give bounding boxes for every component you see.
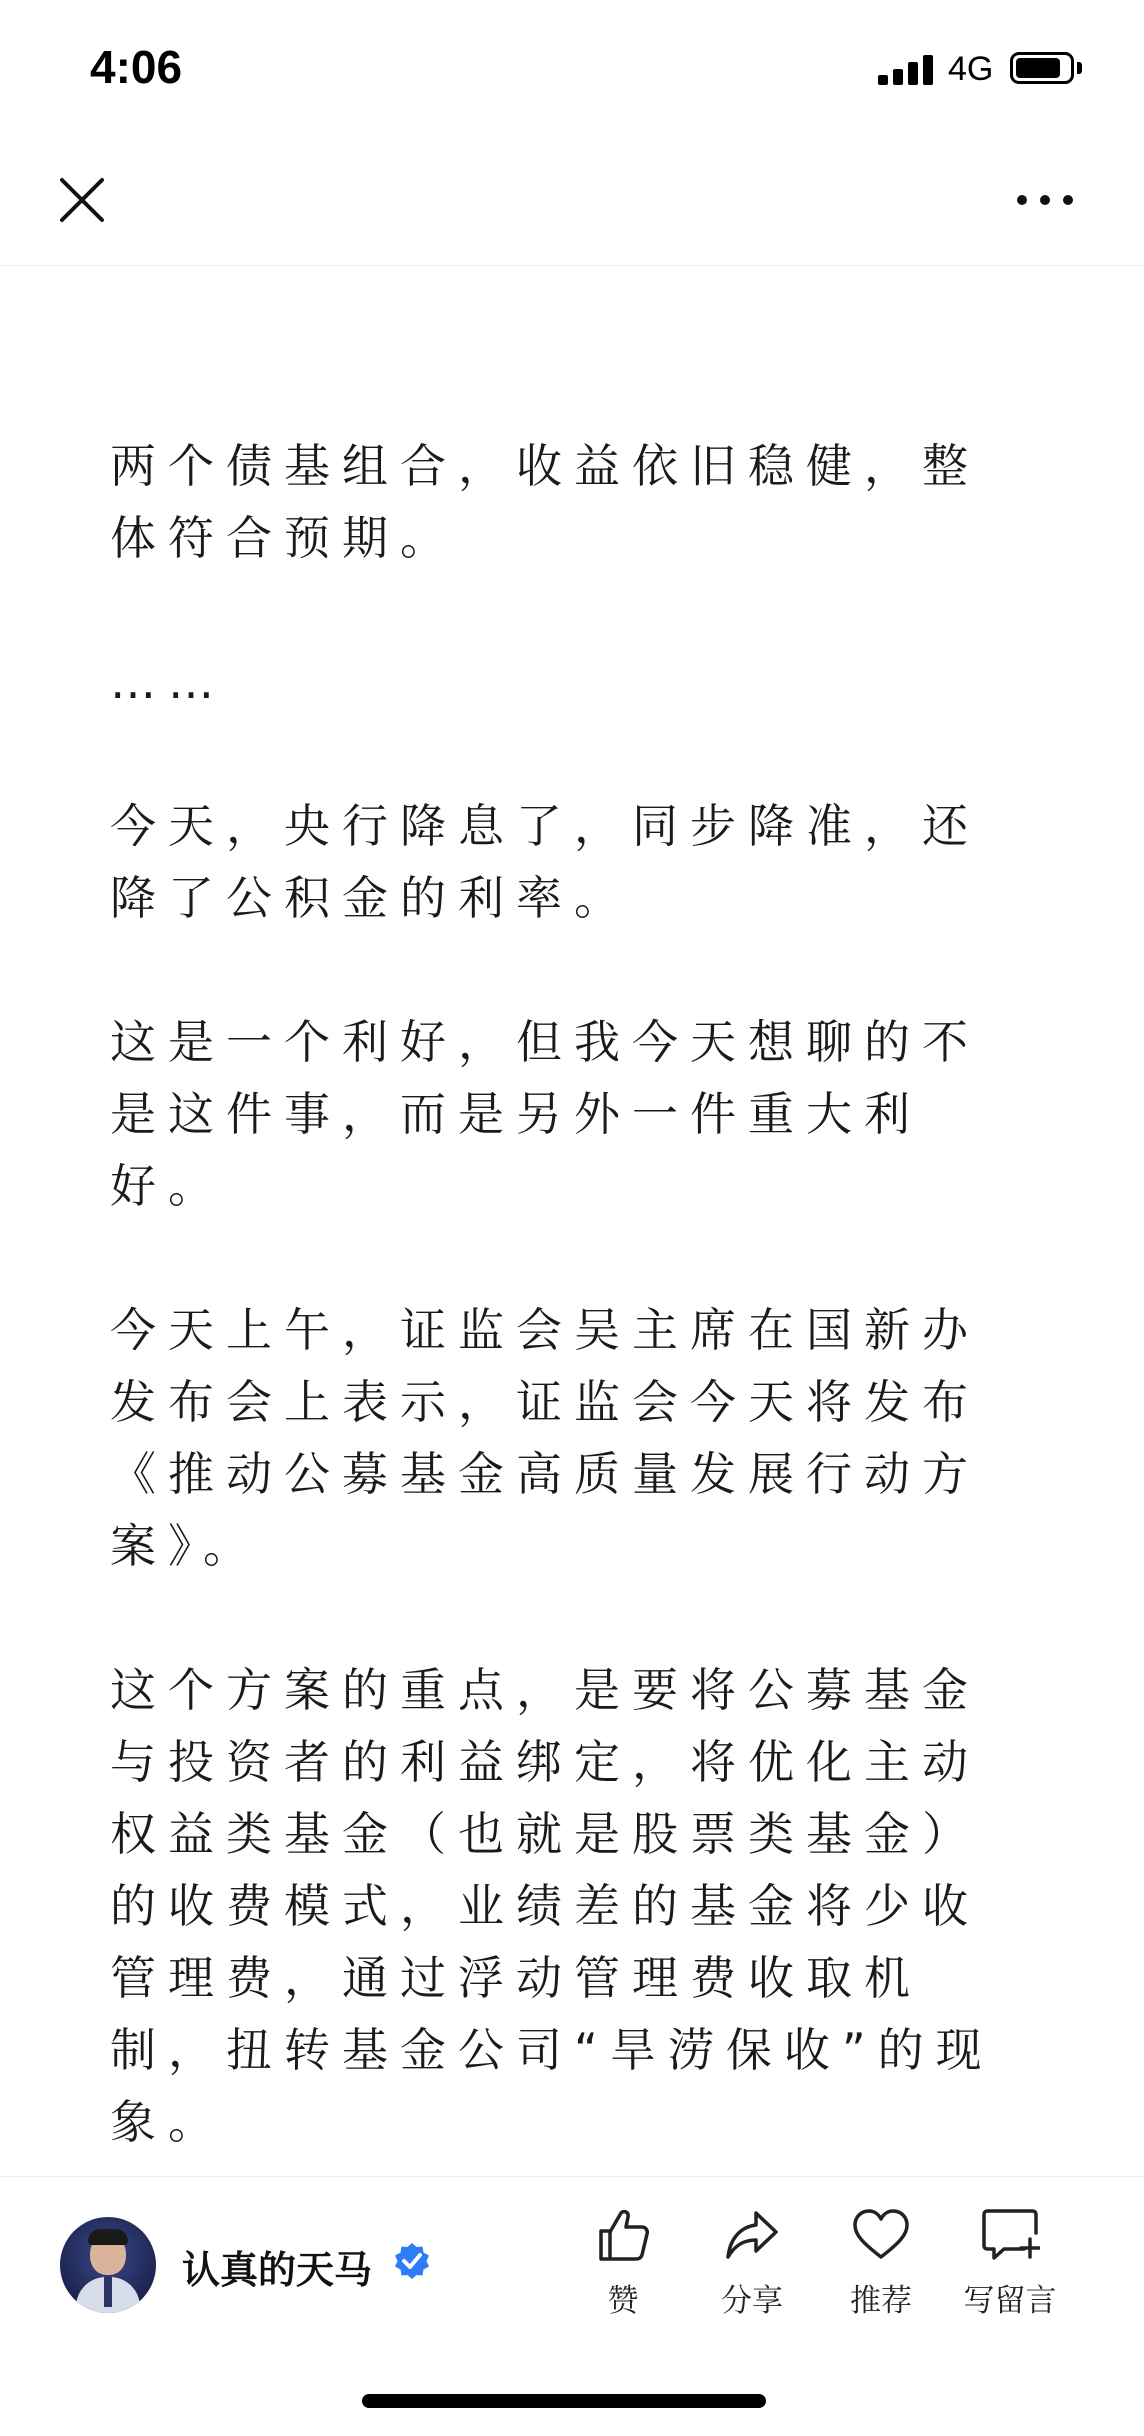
comment-add-icon	[980, 2205, 1040, 2265]
cellular-signal-icon	[878, 55, 936, 85]
nav-bar	[0, 140, 1144, 266]
author-name[interactable]: 认真的天马	[182, 2248, 373, 2292]
close-icon	[50, 168, 114, 232]
status-bar	[0, 0, 1144, 140]
battery-icon	[1010, 52, 1074, 84]
article-paragraph: ……	[110, 655, 226, 709]
article-paragraph: 今天，央行降息了，同步降准，还降了公积金的利率。	[110, 799, 980, 925]
heart-icon	[851, 2205, 911, 2265]
more-dots-icon	[1010, 168, 1080, 232]
status-time: 4:06	[90, 41, 183, 93]
article-paragraph: 这个方案的重点，是要将公募基金与投资者的利益绑定，将优化主动权益类基金（也就是股票类基金）的收费模式，业绩差的基金将少收管理费，通过浮动管理费收取机制，扭转基金公司“旱涝保收”的现象。	[110, 1663, 994, 2149]
like-button[interactable]	[568, 2205, 678, 2335]
verified-badge-icon	[392, 2241, 432, 2281]
article-paragraph: 今天上午，证监会吴主席在国新办发布会上表示，证监会今天将发布《推动公募基金高质量发展行动方案》。	[110, 1303, 980, 1573]
share-label: 分享	[721, 2283, 783, 2319]
write-comment-label: 写留言	[963, 2283, 1057, 2319]
close-button[interactable]	[50, 168, 114, 232]
battery-cap	[1077, 62, 1082, 74]
recommend-label: 推荐	[850, 2283, 912, 2319]
home-indicator[interactable]	[362, 2394, 766, 2408]
share-arrow-icon	[722, 2205, 782, 2265]
article-paragraph: 两个债基组合，收益依旧稳健，整体符合预期。	[110, 439, 980, 565]
share-button[interactable]	[697, 2205, 807, 2335]
article-paragraph: 这是一个利好，但我今天想聊的不是这件事，而是另外一件重大利好。	[110, 1015, 980, 1213]
recommend-button[interactable]	[826, 2205, 936, 2335]
write-comment-button[interactable]	[955, 2205, 1065, 2335]
like-label: 赞	[607, 2283, 639, 2319]
article-body	[110, 430, 1020, 2230]
thumbs-up-icon	[593, 2205, 653, 2265]
network-type: 4G	[948, 50, 994, 88]
author-avatar[interactable]	[60, 2217, 156, 2313]
more-options-button[interactable]	[1010, 168, 1080, 232]
